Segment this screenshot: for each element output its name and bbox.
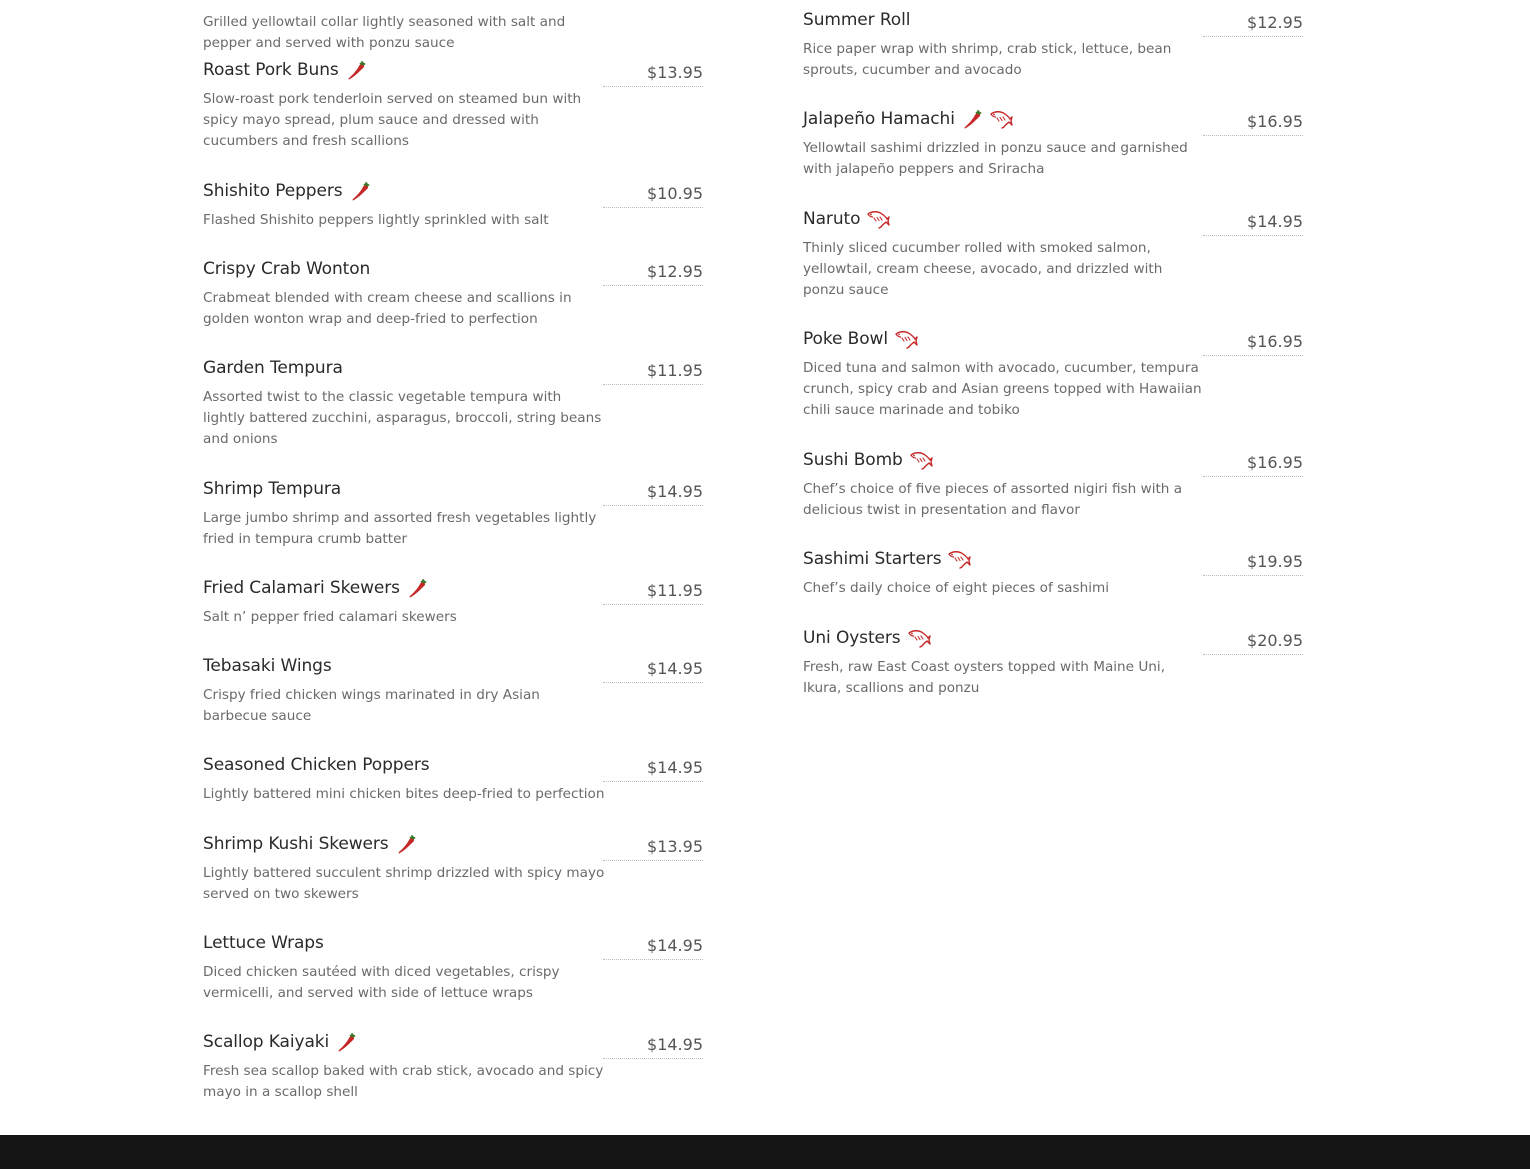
menu-item-title-row	[803, 107, 1015, 131]
menu-item-title-row	[803, 626, 933, 650]
menu-item-icons	[907, 449, 935, 471]
price-divider	[1203, 135, 1303, 136]
menu-item-title-row	[803, 547, 973, 571]
menu-item-price: $19.95	[1247, 552, 1303, 571]
raw-fish-icon	[945, 548, 973, 570]
price-divider	[1203, 36, 1303, 37]
price-divider	[603, 207, 703, 208]
menu-item-description: Crabmeat blended with cream cheese and scallions in golden wonton wrap and deep-fried to perfection	[203, 290, 572, 327]
price-divider	[603, 86, 703, 87]
menu-item-title-row	[203, 654, 332, 678]
menu-item-title-row	[203, 477, 341, 501]
menu-item-description: Diced chicken sautéed with diced vegetables, crispy vermicelli, and served with side of lettuce wraps	[203, 964, 560, 1001]
menu-item-name: Naruto	[803, 209, 861, 229]
menu-item-description: Assorted twist to the classic vegetable tempura with lightly battered zucchini, asparagus, broccoli, string beans and onions	[203, 389, 602, 447]
menu-item-name: Tebasaki Wings	[203, 656, 332, 676]
menu-item-name: Fried Calamari Skewers	[203, 578, 400, 598]
raw-fish-icon	[864, 208, 892, 230]
menu-item-price: $14.95	[647, 482, 703, 501]
menu-item-title-row	[203, 257, 370, 281]
price-divider	[1203, 476, 1303, 477]
footer-bar	[0, 1135, 1530, 1169]
menu-item-name: Scallop Kaiyaki	[203, 1032, 330, 1052]
menu-item-price: $20.95	[1247, 631, 1303, 650]
menu-item-name: Shrimp Kushi Skewers	[203, 834, 389, 854]
menu-item-price: $11.95	[647, 581, 703, 600]
price-divider	[603, 781, 703, 782]
menu-item-name: Garden Tempura	[203, 358, 343, 378]
menu-item-description: Lightly battered mini chicken bites deep-fried to perfection	[203, 786, 605, 802]
menu-item-title-row	[203, 931, 324, 955]
menu-item-icons	[343, 59, 371, 81]
chili-pepper-icon	[333, 1031, 361, 1053]
menu-item-icons	[945, 548, 973, 570]
price-divider	[603, 860, 703, 861]
menu-item-description: Large jumbo shrimp and assorted fresh vegetables lightly fried in tempura crumb batter	[203, 510, 597, 547]
menu-item-description: Chef’s daily choice of eight pieces of sashimi	[803, 580, 1109, 596]
menu-item-title-row	[203, 1030, 361, 1054]
menu-item-description: Chef’s choice of five pieces of assorted nigiri fish with a delicious twist in presentation and flavor	[803, 481, 1183, 518]
menu-item-description: Fresh, raw East Coast oysters topped with Maine Uni, Ikura, scallions and ponzu	[803, 659, 1166, 696]
menu-item-price: $16.95	[1247, 453, 1303, 472]
price-divider	[603, 384, 703, 385]
menu-item-title-row	[803, 207, 892, 231]
menu-item-name: Shrimp Tempura	[203, 479, 342, 499]
menu-item-title-row	[803, 8, 910, 32]
menu-item-icons	[905, 627, 933, 649]
menu-item-icons	[959, 108, 1015, 130]
menu-item-price: $13.95	[647, 63, 703, 82]
menu-item-description: Crispy fried chicken wings marinated in dry Asian barbecue sauce	[203, 687, 540, 724]
price-divider	[603, 959, 703, 960]
menu-item-title-row	[203, 58, 371, 82]
price-divider	[1203, 235, 1303, 236]
chili-pepper-icon	[347, 180, 375, 202]
menu-item-description: Salt n’ pepper fried calamari skewers	[203, 609, 457, 625]
menu-item-price: $14.95	[647, 659, 703, 678]
raw-fish-icon	[987, 108, 1015, 130]
menu-item-description: Grilled yellowtail collar lightly seasoned with salt and pepper and served with ponzu sauce	[203, 14, 566, 51]
menu-item-name: Lettuce Wraps	[203, 933, 324, 953]
menu-item-title-row	[803, 448, 935, 472]
chili-pepper-icon	[404, 577, 432, 599]
menu-item-price: $10.95	[647, 184, 703, 203]
menu-item-price: $12.95	[647, 262, 703, 281]
menu-item-price: $14.95	[1247, 212, 1303, 231]
menu-item-icons	[393, 833, 421, 855]
menu-item-name: Seasoned Chicken Poppers	[203, 755, 430, 775]
menu-item-description: Yellowtail sashimi drizzled in ponzu sauce and garnished with jalapeño peppers and Sriracha	[803, 140, 1188, 177]
price-divider	[603, 682, 703, 683]
menu-item-name: Sushi Bomb	[803, 450, 903, 470]
menu-item-title-row	[203, 753, 429, 777]
menu-item-description: Slow-roast pork tenderloin served on steamed bun with spicy mayo spread, plum sauce and dressed with cucumbers and fresh scallions	[203, 91, 582, 149]
raw-fish-icon	[907, 449, 935, 471]
price-divider	[1203, 355, 1303, 356]
menu-item-title-row	[203, 356, 343, 380]
menu-item-price: $14.95	[647, 758, 703, 777]
menu-item-name: Roast Pork Buns	[203, 60, 339, 80]
chili-pepper-icon	[959, 108, 987, 130]
price-divider	[1203, 575, 1303, 576]
menu-item-description: Rice paper wrap with shrimp, crab stick, lettuce, bean sprouts, cucumber and avocado	[803, 41, 1172, 78]
raw-fish-icon	[905, 627, 933, 649]
chili-pepper-icon	[343, 59, 371, 81]
price-divider	[603, 604, 703, 605]
menu-item-description: Diced tuna and salmon with avocado, cucumber, tempura crunch, spicy crab and Asian greens topped with Hawaiian chili sauce marinade and tobiko	[803, 360, 1202, 418]
menu-item-price: $12.95	[1247, 13, 1303, 32]
price-divider	[1203, 654, 1303, 655]
menu-item-price: $11.95	[647, 361, 703, 380]
menu-item-price: $14.95	[647, 936, 703, 955]
menu-item-description: Thinly sliced cucumber rolled with smoked salmon, yellowtail, cream cheese, avocado, and drizzled with ponzu sauce	[803, 240, 1163, 298]
menu-item-icons	[404, 577, 432, 599]
price-divider	[603, 1058, 703, 1059]
menu-item-price: $16.95	[1247, 112, 1303, 131]
menu-item-name: Jalapeño Hamachi	[803, 109, 955, 129]
menu-item-title-row	[203, 832, 421, 856]
menu-item-title-row	[203, 179, 375, 203]
chili-pepper-icon	[393, 833, 421, 855]
menu-item-name: Shishito Peppers	[203, 181, 343, 201]
menu-item-description: Lightly battered succulent shrimp drizzled with spicy mayo served on two skewers	[203, 865, 605, 902]
menu-item-name: Sashimi Starters	[803, 549, 942, 569]
menu-item-icons	[347, 180, 375, 202]
menu-item-title-row	[803, 327, 920, 351]
menu-item-name: Poke Bowl	[803, 329, 888, 349]
menu-item-name: Uni Oysters	[803, 628, 901, 648]
menu-item-description: Flashed Shishito peppers lightly sprinkled with salt	[203, 212, 549, 228]
menu-item-icons	[864, 208, 892, 230]
menu-item-icons	[333, 1031, 361, 1053]
menu-item-price: $13.95	[647, 837, 703, 856]
menu-item-price: $14.95	[647, 1035, 703, 1054]
menu-item-name: Summer Roll	[803, 10, 911, 30]
menu-item-price: $16.95	[1247, 332, 1303, 351]
price-divider	[603, 505, 703, 506]
menu-item-name: Crispy Crab Wonton	[203, 259, 371, 279]
raw-fish-icon	[892, 328, 920, 350]
menu-item-title-row	[203, 576, 432, 600]
menu-item-description: Fresh sea scallop baked with crab stick, avocado and spicy mayo in a scallop shell	[203, 1063, 604, 1100]
price-divider	[603, 285, 703, 286]
menu-item-icons	[892, 328, 920, 350]
